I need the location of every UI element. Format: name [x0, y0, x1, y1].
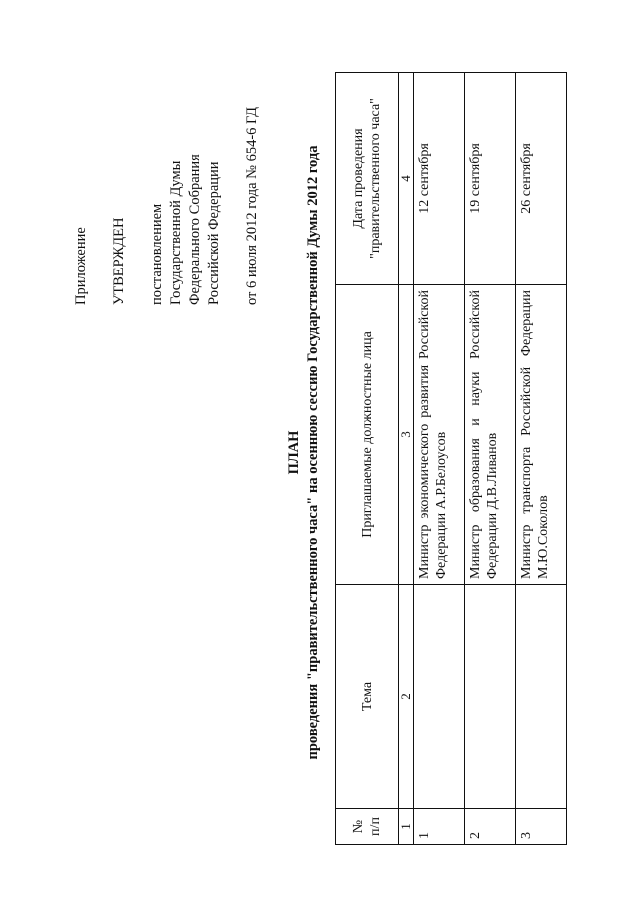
- column-number: 4: [399, 73, 414, 285]
- table-row: [414, 73, 465, 845]
- row-topic: [465, 585, 516, 809]
- row-officials: Министр образования и науки Российской Федерации Д.В.Ливанов: [465, 285, 516, 585]
- plan-title-block: [285, 0, 323, 905]
- row-topic: [516, 585, 567, 809]
- column-number-row: [399, 73, 414, 845]
- appendix-label: Приложение: [73, 227, 89, 305]
- approval-line: Российской Федерации: [206, 161, 222, 305]
- row-date: 12 сентября: [414, 73, 465, 285]
- table-row: [516, 73, 567, 845]
- approval-date: от 6 июля 2012 года № 654-6 ГД: [244, 106, 260, 305]
- row-number: 2: [465, 809, 516, 845]
- approval-line: постановлением: [149, 203, 165, 305]
- table-row: [465, 73, 516, 845]
- approval-block: [72, 15, 262, 305]
- approval-line: Государственной Думы: [168, 160, 184, 305]
- column-number: 3: [399, 285, 414, 585]
- header-officials: Приглашаемые должностные лица: [336, 285, 399, 585]
- header-number: № п/п: [336, 809, 399, 845]
- row-date: 19 сентября: [465, 73, 516, 285]
- row-number: 1: [414, 809, 465, 845]
- plan-heading: ПЛАН: [286, 430, 302, 475]
- column-number: 1: [399, 809, 414, 845]
- row-number: 3: [516, 809, 567, 845]
- row-date: 26 сентября: [516, 73, 567, 285]
- plan-table: [335, 72, 567, 845]
- approved-label: УТВЕРЖДЕН: [111, 217, 127, 305]
- table-header-row: [336, 73, 399, 845]
- column-number: 2: [399, 585, 414, 809]
- plan-subheading: проведения "правительственного часа" на осеннюю сессию Государственной Думы 2012 года: [305, 145, 321, 760]
- row-topic: [414, 585, 465, 809]
- header-topic: Тема: [336, 585, 399, 809]
- header-date: Дата проведения "правительственного часа": [336, 73, 399, 285]
- row-officials: Министр транспорта Российской Федерации М.Ю.Соколов: [516, 285, 567, 585]
- row-officials: Министр экономического развития Российской Федерации А.Р.Белоусов: [414, 285, 465, 585]
- approval-line: Федерального Собрания: [187, 154, 203, 305]
